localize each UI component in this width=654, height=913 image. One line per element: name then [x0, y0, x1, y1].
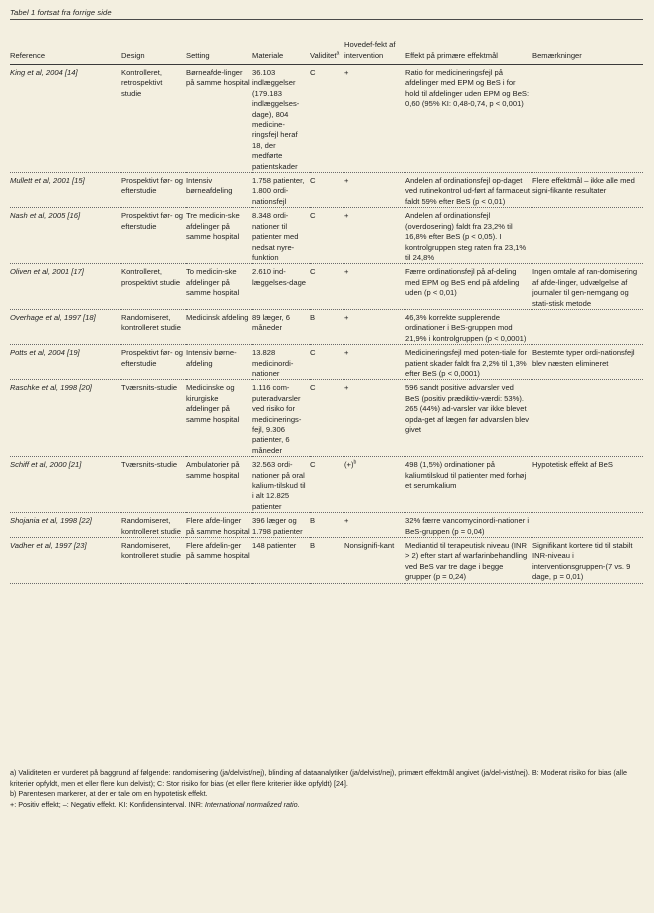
setting-cell	[186, 345, 252, 380]
bemaerkning-cell	[532, 309, 643, 344]
materiale-cell-text: 13.828 medicinordi-nationer	[252, 348, 294, 378]
design-cell-text: Kontrolleret, retrospektivt studie	[121, 68, 163, 98]
reference-cell	[10, 309, 121, 344]
materiale-cell	[252, 173, 310, 208]
header-validitet	[310, 21, 344, 65]
primaer-effekt-cell	[405, 345, 532, 380]
primaer-effekt-cell-text: 32% færre vancomycinordi-nationer i BeS-gruppen (p = 0,04)	[405, 516, 530, 536]
primaer-effekt-cell-text: Ratio for medicineringsfejl på afdelinger med EPM og BeS i for hold til afdelinger uden EPM og BeS: 0,60 (95% KI: 0,48-0,74, p < 0,001)	[405, 68, 530, 109]
header-primaer-effekt: Effekt på primære effektmål	[405, 21, 532, 65]
validitet-cell	[310, 380, 344, 457]
bemaerkning-cell-text: Signifikant kortere tid til stabilt INR-niveau i interventionsgruppen-(7 vs. 9 dage, p = 0,01)	[532, 541, 633, 582]
table-row	[10, 380, 643, 457]
setting-cell	[186, 264, 252, 310]
validitet-cell-text: C	[310, 383, 316, 393]
design-cell-text: Tværsnits-studie	[121, 460, 178, 470]
reference-cell	[10, 264, 121, 310]
header-bemaerkninger: Bemærkninger	[532, 21, 643, 65]
effekt-cell-text: +	[344, 348, 349, 358]
setting-cell	[186, 380, 252, 457]
materiale-cell	[252, 538, 310, 584]
primaer-effekt-cell	[405, 264, 532, 310]
top-rule	[10, 19, 643, 20]
table-row	[10, 65, 643, 173]
primaer-effekt-cell-text: Medicineringsfejl med poten-tiale for patient skader faldt fra 2,2% til 1,3% efter BeS (p < 0,0001)	[405, 348, 527, 378]
materiale-cell-text: 8.348 ordi-nationer til patienter med nedsat nyre-funktion	[252, 211, 299, 262]
effekt-cell-text: +	[344, 211, 349, 221]
design-cell	[121, 173, 186, 208]
header-design: Design	[121, 21, 186, 65]
validitet-cell-text: C	[310, 211, 316, 221]
design-cell-text: Prospektivt før- og efterstudie	[121, 176, 184, 196]
design-cell	[121, 309, 186, 344]
validitet-cell	[310, 65, 344, 173]
table-row	[10, 345, 643, 380]
materiale-cell-text: 1.758 patienter, 1.800 ordi-nationsfejl	[252, 176, 305, 206]
table-row	[10, 173, 643, 208]
reference-cell-text: Shojania et al, 1998 [22]	[10, 516, 92, 526]
reference-cell-text: Oliven et al, 2001 [17]	[10, 267, 84, 277]
materiale-cell-text: 32.563 ordi-nationer på oral kalium-tilskud til i alt 12.825 patienter	[252, 460, 306, 511]
design-cell	[121, 457, 186, 513]
bemaerkning-cell-text: Hypotetisk effekt af BeS	[532, 460, 613, 470]
effekt-cell	[344, 208, 405, 264]
validitet-cell	[310, 457, 344, 513]
reference-cell-text: Mullett et al, 2001 [15]	[10, 176, 85, 186]
design-cell-text: Randomiseret, kontrolleret studie	[121, 516, 181, 536]
setting-cell	[186, 538, 252, 584]
table-row	[10, 264, 643, 310]
materiale-cell-text: 2.610 ind-læggelses-dage	[252, 267, 307, 287]
setting-cell-text: Medicinsk afdeling	[186, 312, 249, 322]
reference-cell-text: King et al, 2004 [14]	[10, 68, 78, 77]
table-row	[10, 208, 643, 264]
materiale-cell	[252, 264, 310, 310]
primaer-effekt-cell	[405, 65, 532, 173]
footnote-a: a) Validiteten er vurderet på baggrund af følgende: randomisering (ja/delvist/nej), blinding af dataanalytiker (ja/delvist/nej), primært effektmål angivet (ja/del-vist/nej). B: Moderat risiko for bias (alle kriterier opfyldt, men et eller flere kun delvist); C: Stor risiko for bias (et eller flere kriterier ikke opfyldt) [24].	[10, 768, 627, 788]
setting-cell	[186, 309, 252, 344]
effekt-cell-text: +	[344, 383, 349, 393]
effekt-cell-text: +	[344, 68, 349, 77]
table-body	[10, 65, 643, 584]
effekt-cell	[344, 380, 405, 457]
setting-cell	[186, 208, 252, 264]
reference-cell	[10, 345, 121, 380]
reference-cell-text: Raschke et al, 1998 [20]	[10, 383, 92, 393]
materiale-cell-text: 89 læger, 6 måneder	[252, 312, 290, 333]
primaer-effekt-cell	[405, 208, 532, 264]
bemaerkning-cell	[532, 380, 643, 457]
primaer-effekt-cell-text: Andelen af ordinationsfejl (overdosering) faldt fra 23,2% til 16,8% efter BeS (p < 0,05). I kontrolgruppen steg raten fra 23,1% til 24,8%	[405, 211, 527, 262]
materiale-cell	[252, 380, 310, 457]
primaer-effekt-cell-text: Andelen af ordinationsfejl op-daget ved rutinekontrol ud-ført af farmaceut faldt 59% efter BeS (p < 0,01)	[405, 176, 530, 206]
effekt-cell-text: (+)	[344, 460, 354, 470]
reference-cell	[10, 457, 121, 513]
table-row	[10, 309, 643, 344]
validitet-cell	[310, 513, 344, 538]
reference-cell-text: Overhage et al, 1997 [18]	[10, 312, 96, 322]
setting-cell-text: Børneafde-linger på samme hospital	[186, 68, 250, 88]
setting-cell-text: Medicinske og kirurgiske afdelinger på samme hospital	[186, 383, 240, 424]
effekt-cell	[344, 309, 405, 344]
validitet-cell-text: C	[310, 176, 316, 186]
primaer-effekt-cell-text: 498 (1,5%) ordinationer på kaliumtilskud til patienter med forhøj et serumkalium	[405, 460, 527, 491]
setting-cell-text: Intensiv børneafdeling	[186, 176, 233, 196]
validitet-cell-text: C	[310, 68, 316, 77]
design-cell	[121, 65, 186, 173]
design-cell	[121, 513, 186, 538]
bemaerkning-cell	[532, 264, 643, 310]
header-row	[10, 21, 643, 65]
setting-cell-text: Ambulatorier på samme hospital	[186, 460, 240, 480]
materiale-cell	[252, 457, 310, 513]
design-cell	[121, 264, 186, 310]
studies-table	[10, 21, 643, 584]
design-cell-text: Kontrolleret, prospektivt studie	[121, 267, 181, 287]
effekt-cell	[344, 65, 405, 173]
validitet-cell	[310, 264, 344, 310]
validitet-cell	[310, 345, 344, 380]
reference-cell	[10, 538, 121, 584]
bemaerkning-cell-text: Flere effektmål – ikke alle med signi-fikante resultater	[532, 176, 635, 196]
reference-cell	[10, 65, 121, 173]
reference-cell-text: Nash et al, 2005 [16]	[10, 211, 81, 221]
abbreviations-italic: International normalized ratio.	[204, 799, 300, 809]
design-cell-text: Prospektivt før- og efterstudie	[121, 211, 184, 231]
design-cell-text: Randomiseret, kontrolleret studie	[121, 312, 181, 333]
table-footnotes	[10, 768, 643, 810]
reference-cell-text: Vadher et al, 1997 [23]	[10, 541, 87, 551]
effekt-cell	[344, 513, 405, 538]
table-row	[10, 538, 643, 584]
validitet-cell	[310, 173, 344, 208]
effekt-cell	[344, 538, 405, 584]
materiale-cell	[252, 309, 310, 344]
header-materiale: Materiale	[252, 21, 310, 65]
effekt-footnote-marker: b	[353, 459, 357, 466]
validitet-cell-text: C	[310, 348, 316, 358]
setting-cell	[186, 173, 252, 208]
setting-cell-text: Tre medicin-ske afdelinger på samme hospital	[186, 211, 240, 242]
design-cell-text: Tværsnits-studie	[121, 383, 178, 393]
setting-cell-text: Flere afdelin-ger på samme hospital	[186, 541, 250, 561]
effekt-cell-text: Nonsignifi-kant	[344, 541, 395, 551]
header-validitet-label: Validitet	[310, 50, 337, 60]
reference-cell	[10, 513, 121, 538]
design-cell-text: Prospektivt før- og efterstudie	[121, 348, 184, 368]
setting-cell-text: To medicin-ske afdelinger på samme hospital	[186, 267, 240, 298]
setting-cell-text: Flere afde-linger på samme hospital	[186, 516, 250, 536]
materiale-cell	[252, 513, 310, 538]
effekt-cell	[344, 173, 405, 208]
materiale-cell-text: 396 læger og 1.798 patienter	[252, 516, 303, 536]
header-validitet-footnote: a	[336, 50, 340, 57]
reference-cell	[10, 380, 121, 457]
setting-cell	[186, 457, 252, 513]
validitet-cell	[310, 538, 344, 584]
primaer-effekt-cell	[405, 457, 532, 513]
footnote-abbreviations	[10, 800, 643, 811]
header-reference: Reference	[10, 21, 121, 65]
design-cell	[121, 345, 186, 380]
effekt-cell-text: +	[344, 312, 349, 322]
primaer-effekt-cell-text: 596 sandt positive advarsler ved BeS (positiv prædiktiv-værdi: 53%). 265 (44%) ad-varsler var ikke blevet opda-get af lægen før advarslen blev givet	[405, 383, 530, 434]
primaer-effekt-cell-text: Mediantid til terapeutisk niveau (INR > 2) efter start af warfarinbehandling ved BeS var tre dage i begge grupper (p = 0,24)	[405, 541, 528, 582]
validitet-cell-text: C	[310, 460, 316, 470]
footnote-b: b) Parentesen markerer, at der er tale om en hypotetisk effekt.	[10, 789, 208, 799]
table-caption: Tabel 1 fortsat fra forrige side	[10, 8, 112, 17]
effekt-cell-text: +	[344, 176, 349, 186]
setting-cell	[186, 65, 252, 173]
bemaerkning-cell	[532, 538, 643, 584]
header-setting: Setting	[186, 21, 252, 65]
table-row	[10, 457, 643, 513]
bemaerkning-cell	[532, 65, 643, 173]
effekt-cell	[344, 264, 405, 310]
validitet-cell-text: B	[310, 312, 316, 322]
bemaerkning-cell	[532, 457, 643, 513]
validitet-cell	[310, 309, 344, 344]
effekt-cell-text: +	[344, 516, 349, 526]
primaer-effekt-cell	[405, 380, 532, 457]
reference-cell-text: Schiff et al, 2000 [21]	[10, 460, 82, 470]
reference-cell	[10, 208, 121, 264]
validitet-cell-text: C	[310, 267, 316, 277]
bemaerkning-cell	[532, 513, 643, 538]
reference-cell	[10, 173, 121, 208]
design-cell-text: Randomiseret, kontrolleret studie	[121, 541, 181, 561]
design-cell	[121, 208, 186, 264]
bemaerkning-cell-text: Ingen omtale af ran-domisering af afde-linger, udvælgelse af journaler til gen-nemgang og stati-stisk metode	[532, 267, 638, 308]
setting-cell-text: Intensiv børne-afdeling	[186, 348, 237, 368]
table-row	[10, 513, 643, 538]
materiale-cell-text: 36.103 indlæggelser (179.183 indlæggelses-dage), 804 medicine-ringsfejl heraf 18, der medførte patientskader	[252, 68, 300, 171]
materiale-cell	[252, 208, 310, 264]
materiale-cell	[252, 345, 310, 380]
effekt-cell	[344, 457, 405, 513]
materiale-cell-text: 1.116 com-puteradvarsler ved risiko for medicinerings-fejl, 9.306 patienter, 6 måneder	[252, 383, 302, 455]
bemaerkning-cell-text: Bestemte typer ordi-nationsfejl blev næsten elimineret	[532, 348, 635, 368]
validitet-cell-text: B	[310, 541, 316, 551]
primaer-effekt-cell	[405, 538, 532, 584]
primaer-effekt-cell-text: Færre ordinationsfejl på af-deling med EPM og BeS end på afdeling uden (p < 0,01)	[405, 267, 520, 298]
primaer-effekt-cell	[405, 513, 532, 538]
validitet-cell-text: B	[310, 516, 316, 526]
setting-cell	[186, 513, 252, 538]
design-cell	[121, 538, 186, 584]
bemaerkning-cell	[532, 345, 643, 380]
materiale-cell-text: 148 patienter	[252, 541, 297, 551]
effekt-cell-text: +	[344, 267, 349, 277]
primaer-effekt-cell	[405, 173, 532, 208]
primaer-effekt-cell	[405, 309, 532, 344]
primaer-effekt-cell-text: 46,3% korrekte supplerende ordinationer i BeS-gruppen mod 21,9% i kontrolgruppen (p < 0,0001)	[405, 312, 527, 343]
bemaerkning-cell	[532, 173, 643, 208]
header-hovedeffekt: Hovedef-fekt af intervention	[344, 21, 405, 65]
materiale-cell	[252, 65, 310, 173]
validitet-cell	[310, 208, 344, 264]
abbreviations-text: +: Positiv effekt; –: Negativ effekt. KI: Konfidensinterval. INR:	[10, 799, 205, 809]
reference-cell-text: Potts et al, 2004 [19]	[10, 348, 80, 358]
effekt-cell	[344, 345, 405, 380]
bemaerkning-cell	[532, 208, 643, 264]
design-cell	[121, 380, 186, 457]
